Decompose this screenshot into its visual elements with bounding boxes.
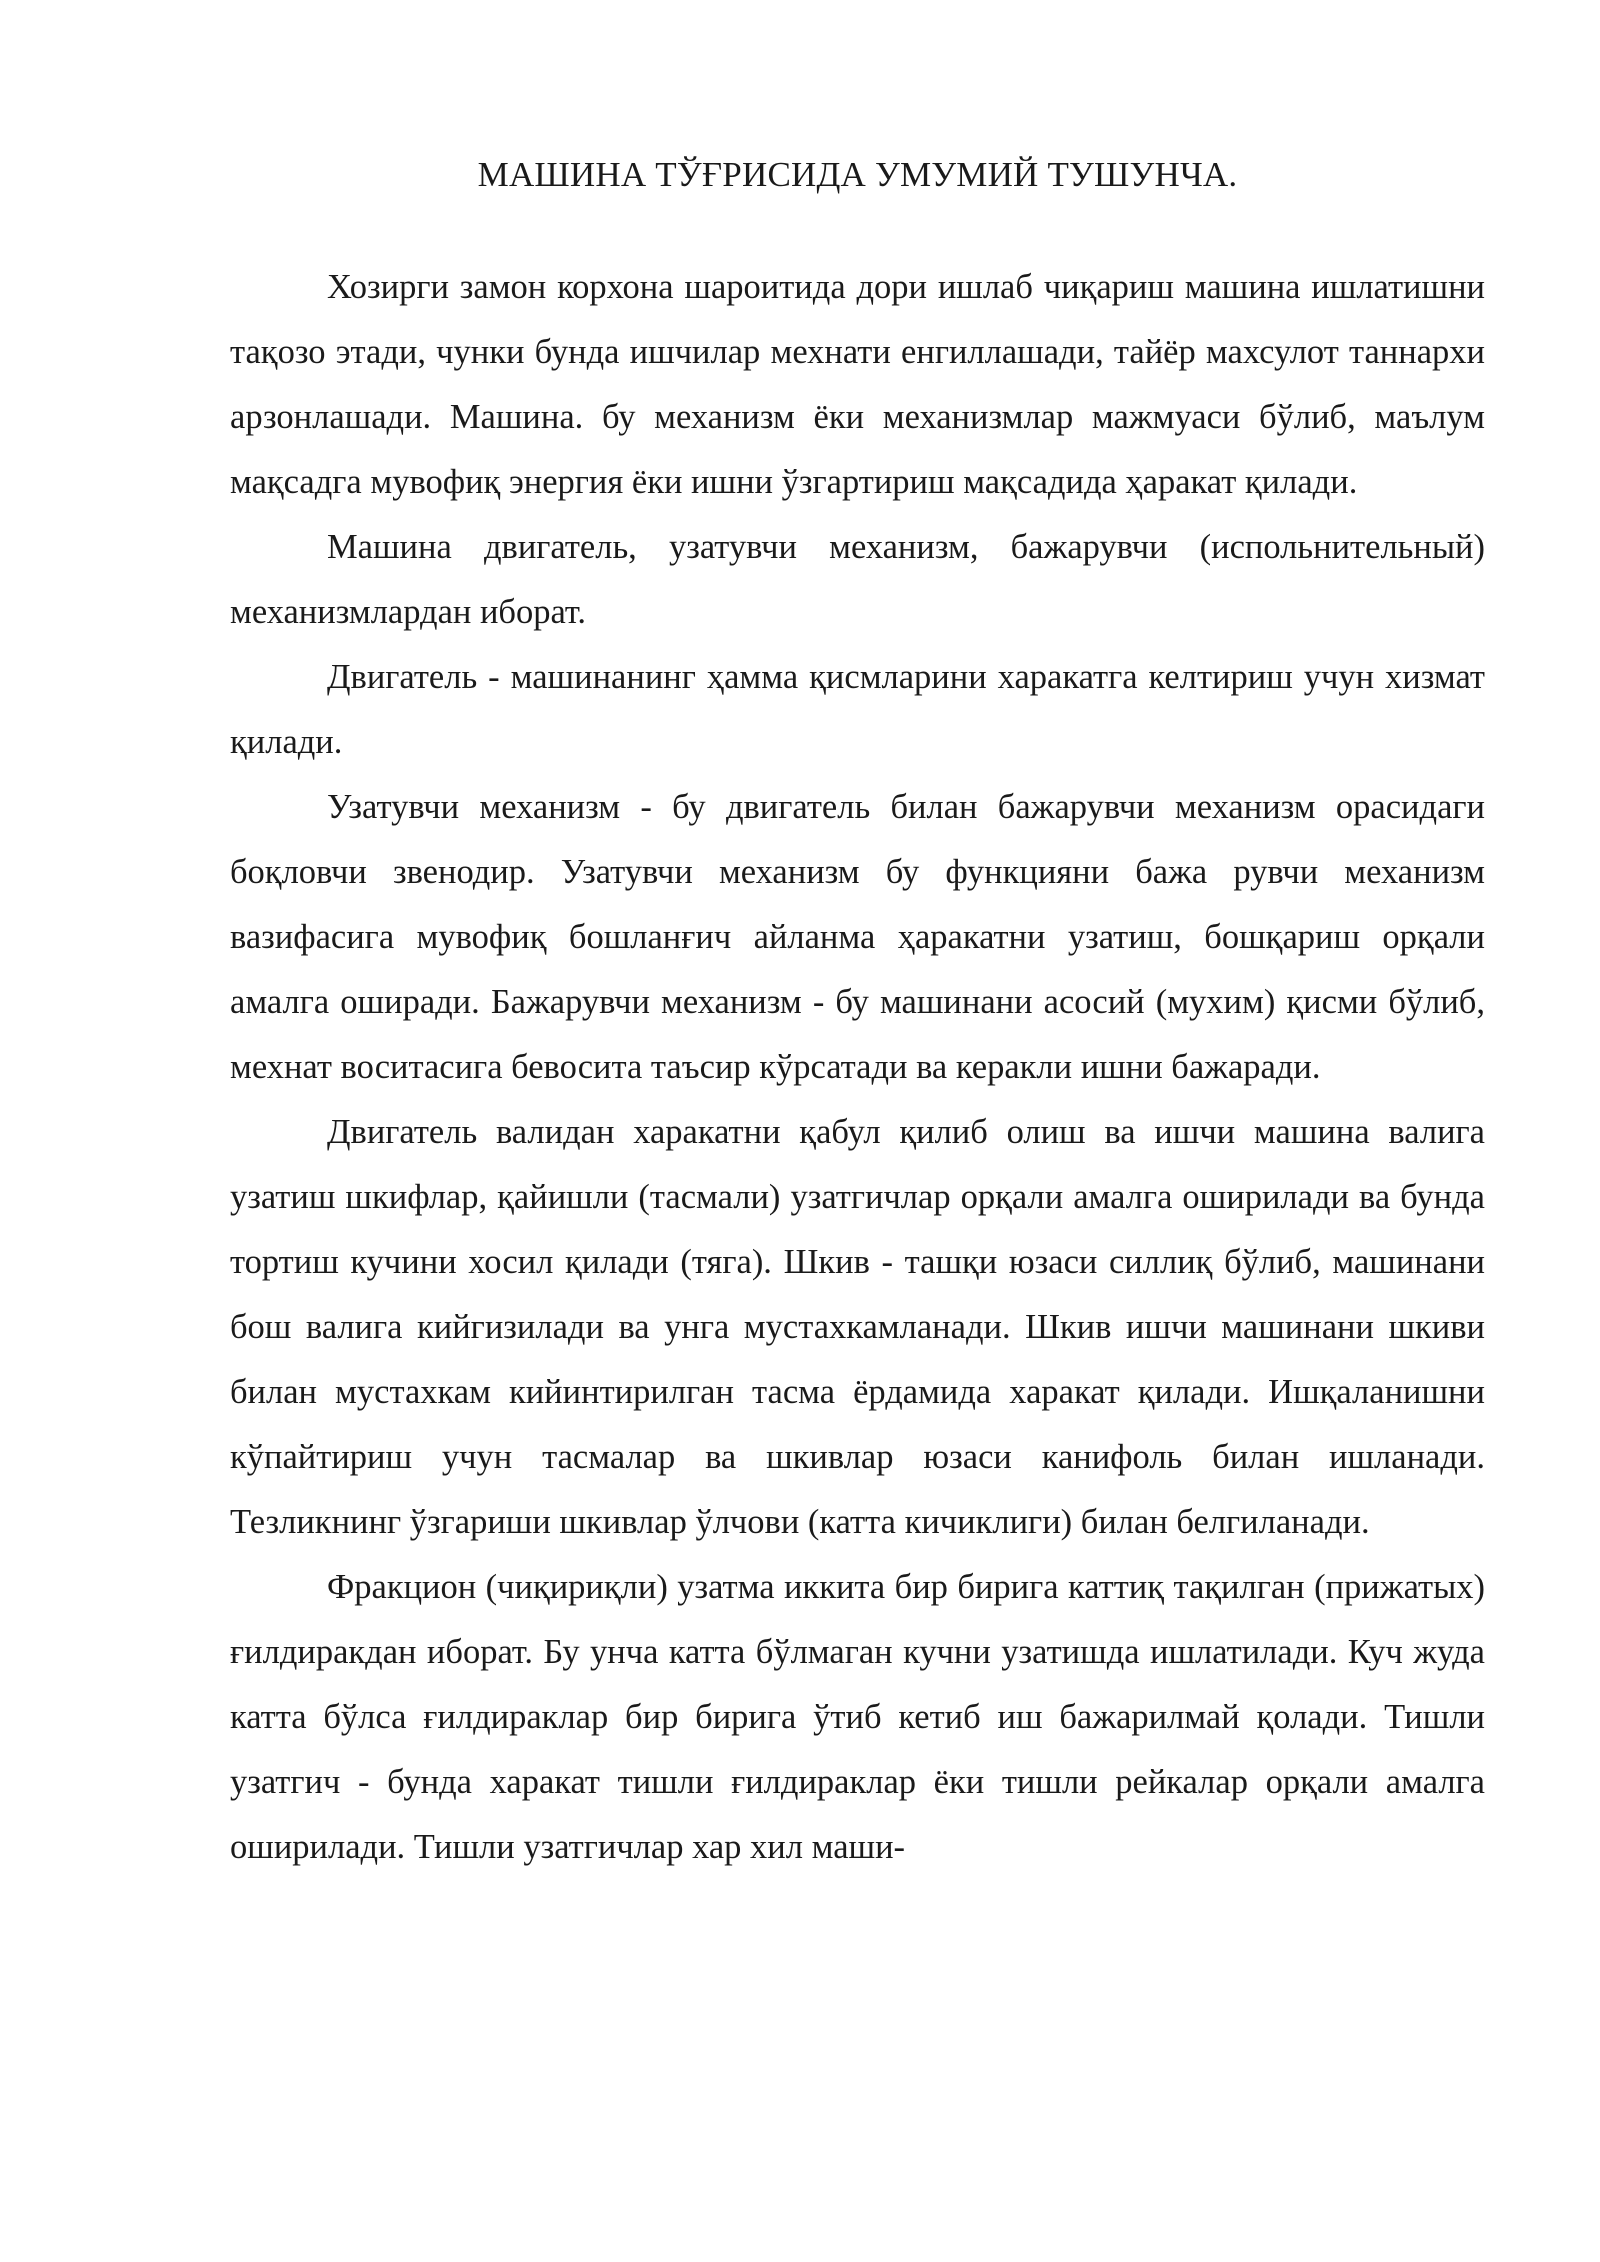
document-page: [230, 150, 1485, 1880]
paragraph: Двигатель валидан харакатни қабул қилиб олиш ва ишчи машина валига узатиш шкифлар, қайишли (тасмали) узатгичлар орқали амалга оширилади ва бунда тортиш кучини хосил қилади (тяга). Шкив - ташқи юзаси силлиқ бўлиб, машинани бош валига кийгизилади ва унга мустахкамланади. Шкив ишчи машинани шкиви билан мустахкам кийинтирилган тасма ёрдамида харакат қилади. Ишқаланишни кўпайтириш учун тасмалар ва шкивлар юзаси канифоль билан ишланади. Тезликнинг ўзгариши шкивлар ўлчови (катта кичиклиги) билан белгиланади.: [230, 1113, 1485, 1541]
paragraph: Фракцион (чиқириқли) узатма иккита бир бирига каттиқ тақилган (прижатых) ғилдиракдан иборат. Бу унча катта бўлмаган кучни узатишда ишлатилади. Куч жуда катта бўлса ғилдираклар бир бирига ўтиб кетиб иш бажарилмай қолади. Тишли узатгич - бунда харакат тишли ғилдираклар ёки тишли рейкалар орқали амалга оширилади. Тишли узатгичлар хар хил маши-: [230, 1568, 1485, 1866]
document-title: МАШИНА ТЎҒРИСИДА УМУМИЙ ТУШУНЧА.: [477, 155, 1238, 194]
paragraph: Хозирги замон корхона шароитида дори ишлаб чиқариш машина ишлатишни тақозо этади, чунки бунда ишчилар мехнати енгиллашади, тайёр махсулот таннархи арзонлашади. Машина. бу механизм ёки механизмлар мажмуаси бўлиб, маълум мақсадга мувофиқ энергия ёки ишни ўзгартириш мақсадида ҳаракат қилади.: [230, 268, 1485, 501]
paragraph: Узатувчи механизм - бу двигатель билан бажарувчи механизм орасидаги боқловчи звенодир. Узатувчи механизм бу функцияни бажа рувчи механизм вазифасига мувофиқ бошланғич айланма ҳаракатни узатиш, бошқариш орқали амалга оширади. Бажарувчи механизм - бу машинани асосий (мухим) қисми бўлиб, мехнат воситасига бевосита таъсир кўрсатади ва керакли ишни бажаради.: [230, 788, 1485, 1086]
paragraph: Машина двигатель, узатувчи механизм, бажарувчи (испольнительный) механизмлардан иборат.: [230, 528, 1485, 631]
paragraph: Двигатель - машинанинг ҳамма қисмларини харакатга келтириш учун хизмат қилади.: [230, 658, 1485, 761]
